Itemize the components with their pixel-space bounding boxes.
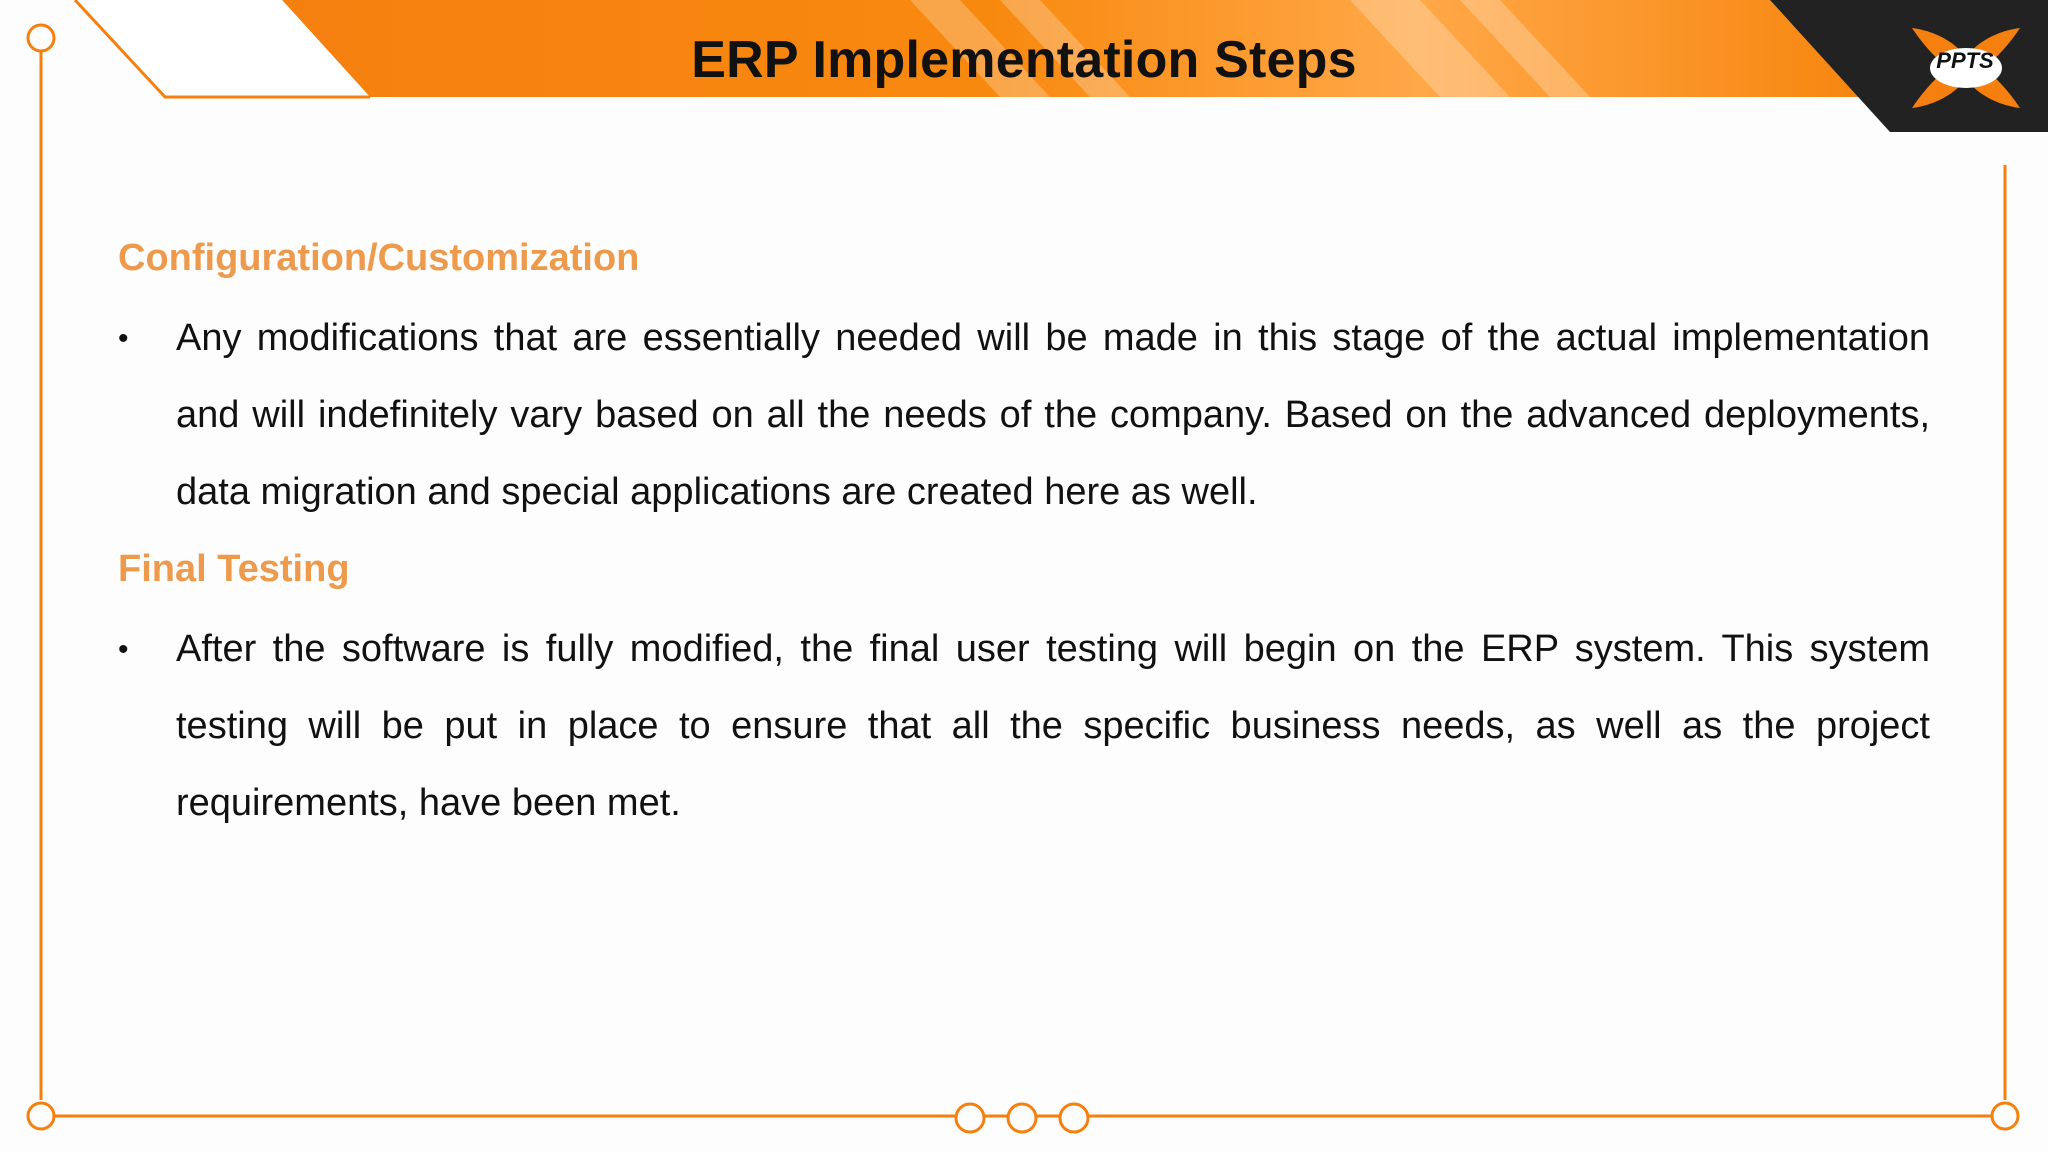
- bullet-item: [118, 300, 1930, 531]
- slide-content: [118, 228, 1930, 850]
- frame-bottom-left-ring: [28, 1103, 54, 1129]
- frame-bottom-ring-1: [956, 1104, 984, 1132]
- slide-title: ERP Implementation Steps: [691, 31, 1357, 89]
- frame-bottom-ring-3: [1060, 1104, 1088, 1132]
- frame-top-left-ring: [28, 25, 54, 51]
- logo-text: PPTS: [1936, 48, 1994, 73]
- frame-bottom-right-ring: [1992, 1103, 2018, 1129]
- bullet-icon: •: [118, 633, 129, 666]
- section-heading-configuration: Configuration/Customization: [118, 237, 640, 279]
- frame-bottom-ring-2: [1008, 1104, 1036, 1132]
- bullet-item: [118, 611, 1930, 842]
- bullet-text: Any modifications that are essentially needed will be made in this stage of the actual implementation and will indefinitely vary based on all the needs of the company. Based on the advanced deployments, data migration and special applications are created here as well.: [176, 317, 1930, 513]
- bullet-text: After the software is fully modified, the final user testing will begin on the ERP system. This system testing will be put in place to ensure that all the specific business needs, as well as the project requirements, have been met.: [176, 628, 1930, 824]
- bullet-icon: •: [118, 322, 129, 355]
- section-heading-final-testing: Final Testing: [118, 548, 350, 590]
